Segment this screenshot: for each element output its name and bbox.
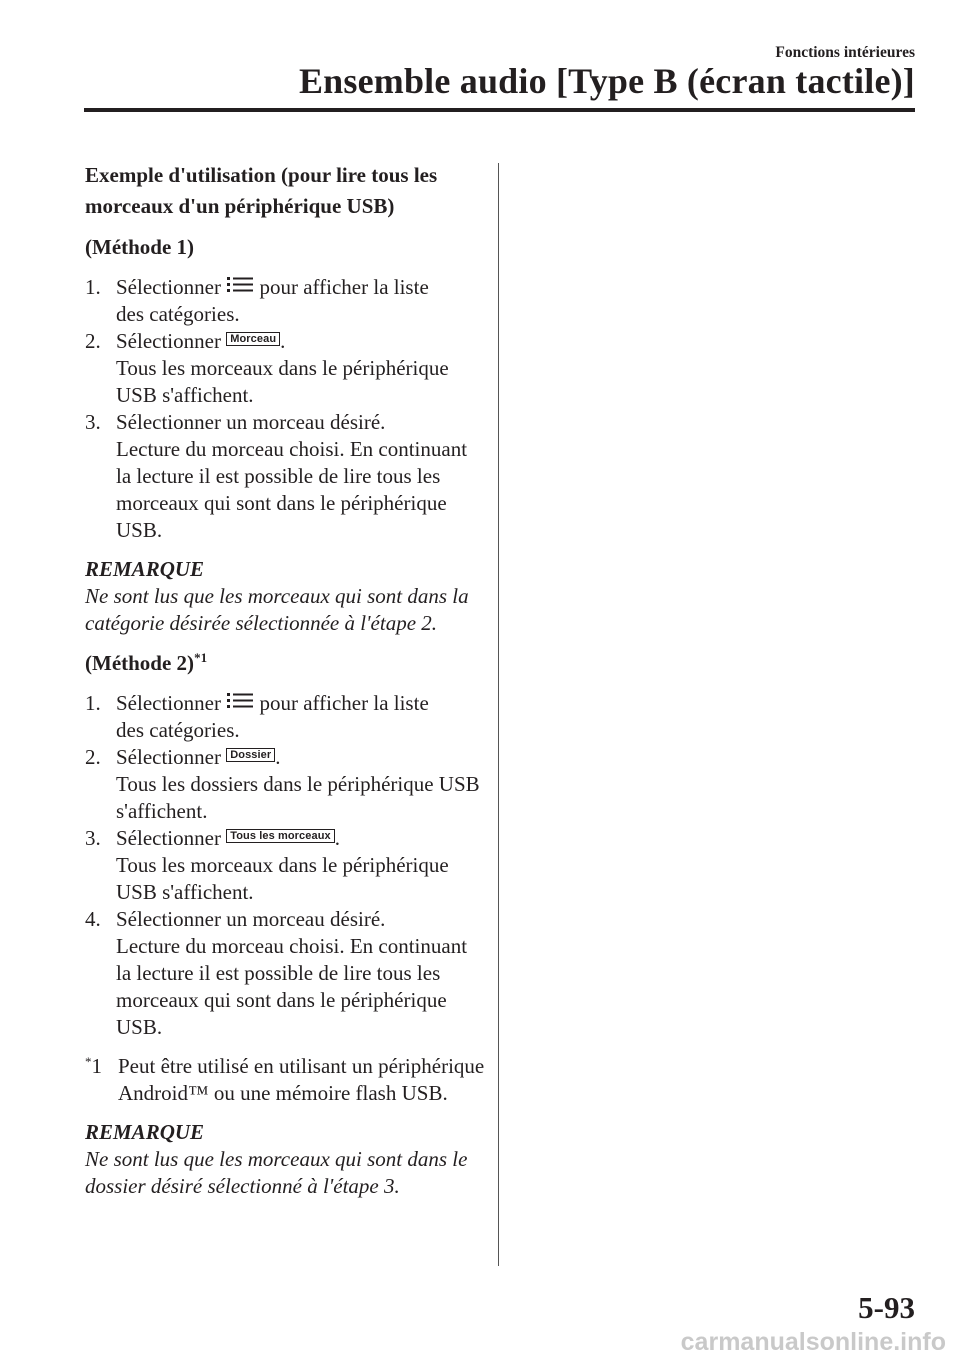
footnote: *1 Peut être utilisé en utilisant un périphérique Android™ ou une mémoire flash USB.	[85, 1054, 485, 1105]
header-rule	[84, 108, 915, 112]
dossier-button: Dossier	[226, 748, 275, 762]
method1-step: 1. Sélectionner pour afficher la liste des catégories.	[85, 275, 429, 326]
main-column	[85, 160, 485, 1213]
list-icon	[226, 276, 254, 293]
method1-steps	[85, 274, 485, 544]
remark-title: REMARQUE	[85, 1120, 205, 1144]
tous-les-morceaux-button: Tous les morceaux	[226, 829, 335, 843]
method1-step: 3. Sélectionner un morceau désiré. Lecture du morceau choisi. En continuant la lecture il est possible de lire tous les morceaux qui sont dans le périphérique USB.	[85, 410, 468, 542]
list-icon	[226, 692, 254, 709]
method2-step: 1. Sélectionner pour afficher la liste des catégories.	[85, 691, 429, 742]
footnote-ref: *1	[194, 650, 208, 665]
column-divider	[498, 163, 499, 1266]
watermark: carmanualsonline.info	[680, 1328, 946, 1356]
method2-steps	[85, 690, 485, 1041]
page-number: 5-93	[858, 1290, 915, 1325]
method1-step: 2. Sélectionner Morceau . Tous les morceaux dans le périphérique USB s'affichent.	[85, 329, 449, 407]
method1-heading: (Méthode 1)	[85, 235, 195, 259]
page-title: Ensemble audio [Type B (écran tactile)]	[298, 61, 915, 101]
method2-step: 4. Sélectionner un morceau désiré. Lecture du morceau choisi. En continuant la lecture il est possible de lire tous les morceaux qui sont dans le périphérique USB.	[85, 907, 468, 1039]
example-heading: Exemple d'utilisation (pour lire tous les morceaux d'un périphérique USB)	[85, 163, 438, 218]
remark-title: REMARQUE	[85, 557, 205, 581]
section-title: Fonctions intérieures	[775, 44, 915, 61]
method2-step: 2. Sélectionner Dossier . Tous les dossiers dans le périphérique USB s'affichent.	[85, 745, 480, 823]
morceau-button: Morceau	[226, 332, 280, 346]
footnote-text: Peut être utilisé en utilisant un périphérique Android™ ou une mémoire flash USB.	[118, 1054, 485, 1105]
method2-step: 3. Sélectionner Tous les morceaux . Tous les morceaux dans le périphérique USB s'affichent.	[85, 826, 449, 904]
method2-heading: (Méthode 2)$^{*1}$	[85, 650, 208, 675]
remark-text: Ne sont lus que les morceaux qui sont dans la catégorie désirée sélectionnée à l'étape 2.	[85, 584, 469, 635]
remark-text: Ne sont lus que les morceaux qui sont dans le dossier désiré sélectionné à l'étape 3.	[85, 1147, 468, 1198]
